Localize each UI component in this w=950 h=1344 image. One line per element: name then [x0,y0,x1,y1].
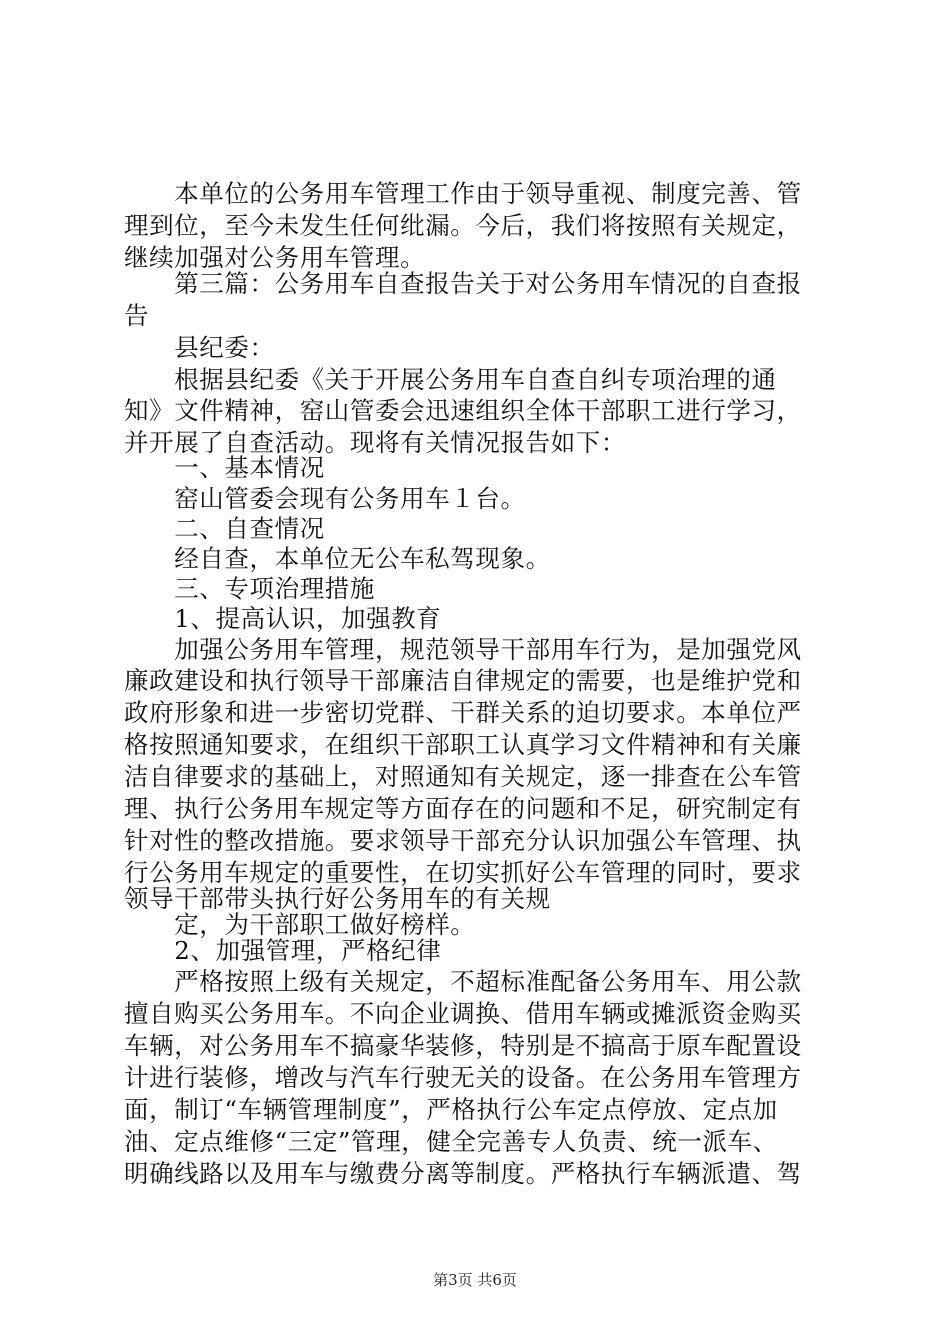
body-text-line: 格按照通知要求，在组织干部职工认真学习文件精神和有关廉 [124,730,802,759]
body-text-line: 理到位，至今未发生任何纰漏。今后，我们将按照有关规定， [124,211,802,240]
body-text-line: 油、定点维修“三定”管理，健全完善专人负责、统一派车、 [124,1127,778,1156]
body-text-line: 本单位的公务用车管理工作由于领导重视、制度完善、管 [124,179,802,208]
body-text-line: 车辆，对公务用车不搞豪华装修，特别是不搞高于原车配置设 [124,1031,802,1060]
section-heading: 第三篇：公务用车自查报告关于对公务用车情况的自查报 [124,269,802,298]
body-text-line: 洁自律要求的基础上，对照通知有关规定，逐一排查在公车管 [124,762,802,791]
body-text-line: 明确线路以及用车与缴费分离等制度。严格执行车辆派遣、驾 [124,1159,802,1188]
page-number-footer: 第3页 共6页 [433,1271,517,1289]
body-text-line: 严格按照上级有关规定，不超标准配备公务用车、用公款 [124,967,802,996]
body-text-line: 知》文件精神，窑山管委会迅速组织全体干部职工进行学习， [124,396,802,425]
body-text-line: 定，为干部职工做好榜样。 [124,910,476,939]
section-heading-continued: 告 [124,301,150,330]
subheading: 三、专项治理措施 [124,574,375,603]
salutation: 县纪委： [124,333,275,362]
body-text-line: 领导干部带头执行好公务用车的有关规 [124,884,551,913]
body-text-line: 继续加强对公务用车管理。 [124,243,426,272]
subheading: 1、提高认识，加强教育 [124,604,442,633]
body-text-line: 理、执行公务用车规定等方面存在的问题和不足，研究制定有 [124,794,802,823]
body-text-line: 根据县纪委《关于开展公务用车自查自纠专项治理的通 [124,365,777,394]
body-text-line: 擅自购买公务用车。不向企业调换、借用车辆或摊派资金购买 [124,999,802,1028]
body-text-line: 计进行装修，增改与汽车行驶无关的设备。在公务用车管理方 [124,1063,802,1092]
subheading: 2、加强管理，严格纪律 [124,936,442,965]
body-text-line: 并开展了自查活动。现将有关情况报告如下： [124,428,626,457]
body-text-line: 政府形象和进一步密切党群、干群关系的迫切要求。本单位严 [124,698,802,727]
body-text-line: 加强公务用车管理，规范领导干部用车行为，是加强党风 [124,635,802,664]
body-text-line: 行公务用车规定的重要性，在切实抓好公车管理的同时，要求 [124,858,802,887]
body-text-line: 经自查，本单位无公车私驾现象。 [124,544,551,573]
subheading: 二、自查情况 [124,514,325,543]
body-text-line: 面，制订“车辆管理制度”，严格执行公车定点停放、定点加 [124,1095,778,1124]
subheading: 一、基本情况 [124,453,325,482]
body-text-line: 窑山管委会现有公务用车１台。 [124,484,526,513]
body-text-line: 针对性的整改措施。要求领导干部充分认识加强公车管理、执 [124,826,802,855]
body-text-line: 廉政建设和执行领导干部廉洁自律规定的需要，也是维护党和 [124,666,802,695]
